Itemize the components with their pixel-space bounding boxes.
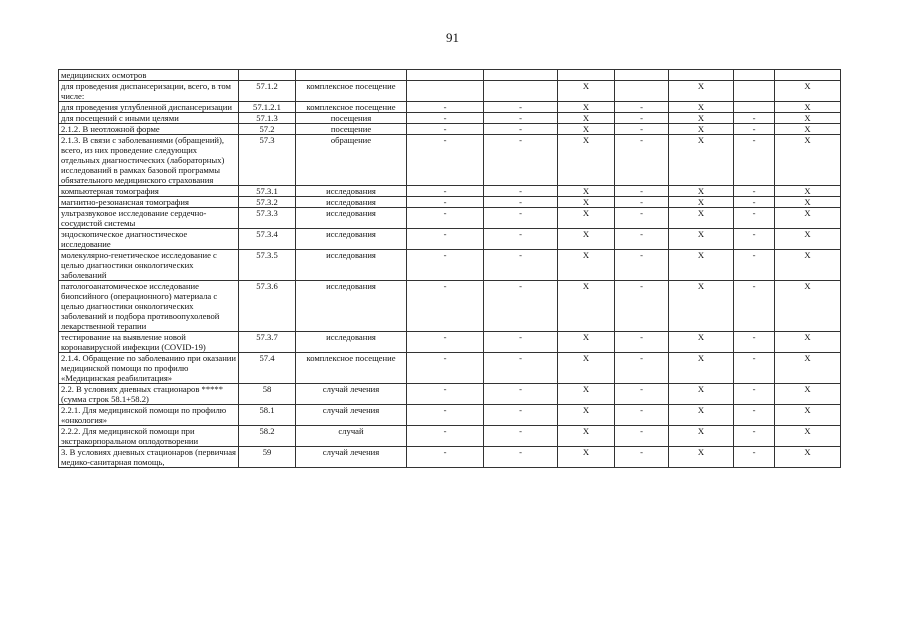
row-value-cell: -	[407, 124, 484, 135]
row-value-cell: X	[775, 81, 841, 102]
page-number: 91	[446, 30, 459, 45]
row-value-cell: X	[558, 405, 615, 426]
table-row	[59, 102, 841, 113]
table-row	[59, 135, 841, 186]
row-value-cell: X	[775, 332, 841, 353]
row-name-cell: медицинских осмотров	[59, 70, 239, 81]
row-code-cell: 57.1.3	[239, 113, 296, 124]
row-value-cell: -	[484, 186, 558, 197]
row-value-cell: -	[615, 332, 669, 353]
row-code-cell: 57.3.2	[239, 197, 296, 208]
row-value-cell: X	[558, 250, 615, 281]
row-value-cell: X	[558, 186, 615, 197]
table-row	[59, 186, 841, 197]
row-code-cell: 57.4	[239, 353, 296, 384]
row-value-cell: X	[558, 135, 615, 186]
table-row	[59, 281, 841, 332]
row-value-cell: -	[734, 447, 775, 468]
row-value-cell: -	[734, 250, 775, 281]
row-value-cell: -	[734, 197, 775, 208]
row-code-cell: 58	[239, 384, 296, 405]
row-value-cell	[484, 81, 558, 102]
row-value-cell: -	[484, 332, 558, 353]
row-value-cell: -	[407, 135, 484, 186]
row-value-cell	[669, 70, 734, 81]
row-value-cell: X	[558, 281, 615, 332]
row-value-cell: X	[775, 447, 841, 468]
row-value-cell: -	[407, 102, 484, 113]
row-value-cell: -	[484, 405, 558, 426]
row-value-cell: -	[407, 405, 484, 426]
row-value-cell: X	[558, 332, 615, 353]
row-value-cell	[734, 102, 775, 113]
row-value-cell: X	[775, 208, 841, 229]
row-code-cell: 58.1	[239, 405, 296, 426]
row-value-cell	[558, 70, 615, 81]
row-value-cell: -	[615, 281, 669, 332]
row-unit-cell: исследования	[296, 208, 407, 229]
row-unit-cell: комплексное посещение	[296, 353, 407, 384]
table-row	[59, 250, 841, 281]
row-value-cell: -	[484, 197, 558, 208]
row-code-cell: 58.2	[239, 426, 296, 447]
row-name-cell: 2.1.3. В связи с заболеваниями (обращений), всего, из них проведение следующих отдельных диагностических (лабораторных) исследований в рамках базовой программы обязательного медицинского страхования	[59, 135, 239, 186]
row-value-cell: X	[669, 197, 734, 208]
row-code-cell: 57.3.6	[239, 281, 296, 332]
row-value-cell: X	[669, 250, 734, 281]
row-name-cell: тестирование на выявление новой коронавирусной инфекции (COVID-19)	[59, 332, 239, 353]
table-row	[59, 70, 841, 81]
row-value-cell: -	[484, 384, 558, 405]
row-unit-cell: посещения	[296, 113, 407, 124]
row-unit-cell: исследования	[296, 197, 407, 208]
row-value-cell: X	[558, 124, 615, 135]
row-value-cell: X	[669, 135, 734, 186]
row-name-cell: 2.1.4. Обращение по заболеванию при оказании медицинской помощи по профилю «Медицинская реабилитация»	[59, 353, 239, 384]
table-row	[59, 81, 841, 102]
row-value-cell: -	[484, 229, 558, 250]
row-value-cell: X	[558, 208, 615, 229]
row-name-cell: патологоанатомическое исследование биопсийного (операционного) материала с целью диагностики онкологических заболеваний и подбора противоопухолевой лекарственной терапии	[59, 281, 239, 332]
row-unit-cell: исследования	[296, 186, 407, 197]
row-value-cell: -	[484, 102, 558, 113]
row-value-cell: X	[669, 447, 734, 468]
row-value-cell: X	[775, 426, 841, 447]
row-value-cell	[615, 81, 669, 102]
row-value-cell: -	[734, 208, 775, 229]
row-name-cell: эндоскопическое диагностическое исследование	[59, 229, 239, 250]
row-value-cell: -	[484, 124, 558, 135]
row-value-cell: -	[615, 186, 669, 197]
row-value-cell: X	[775, 353, 841, 384]
row-name-cell: для проведения диспансеризации, всего, в том числе:	[59, 81, 239, 102]
row-name-cell: 2.1.2. В неотложной форме	[59, 124, 239, 135]
row-value-cell: X	[669, 102, 734, 113]
row-name-cell: ультразвуковое исследование сердечно-сосудистой системы	[59, 208, 239, 229]
row-value-cell: -	[615, 229, 669, 250]
table-row	[59, 447, 841, 468]
row-unit-cell: случай	[296, 426, 407, 447]
row-value-cell: -	[484, 208, 558, 229]
row-name-cell: молекулярно-генетическое исследование с целью диагностики онкологических заболеваний	[59, 250, 239, 281]
row-unit-cell: исследования	[296, 332, 407, 353]
row-name-cell: магнитно-резонансная томография	[59, 197, 239, 208]
row-unit-cell: исследования	[296, 281, 407, 332]
row-value-cell	[734, 81, 775, 102]
row-unit-cell: комплексное посещение	[296, 81, 407, 102]
row-value-cell: X	[669, 124, 734, 135]
row-unit-cell: исследования	[296, 229, 407, 250]
row-value-cell: -	[734, 426, 775, 447]
row-value-cell: X	[558, 81, 615, 102]
row-value-cell: X	[669, 405, 734, 426]
row-value-cell: -	[615, 102, 669, 113]
row-value-cell: -	[407, 281, 484, 332]
data-table	[58, 69, 841, 468]
row-value-cell	[484, 70, 558, 81]
row-value-cell: X	[558, 426, 615, 447]
row-value-cell: -	[734, 135, 775, 186]
row-value-cell: -	[615, 384, 669, 405]
row-name-cell: 3. В условиях дневных стационаров (первичная медико-санитарная помощь,	[59, 447, 239, 468]
row-value-cell: X	[669, 81, 734, 102]
row-value-cell: -	[407, 447, 484, 468]
row-value-cell: -	[484, 250, 558, 281]
row-unit-cell: посещение	[296, 124, 407, 135]
row-value-cell: X	[558, 229, 615, 250]
row-unit-cell: исследования	[296, 250, 407, 281]
row-value-cell: X	[775, 197, 841, 208]
row-value-cell: X	[775, 102, 841, 113]
row-unit-cell: комплексное посещение	[296, 102, 407, 113]
row-value-cell: -	[734, 332, 775, 353]
row-value-cell: X	[558, 113, 615, 124]
row-value-cell: X	[669, 332, 734, 353]
row-value-cell: -	[734, 281, 775, 332]
row-unit-cell: случай лечения	[296, 405, 407, 426]
row-value-cell: -	[407, 208, 484, 229]
table-row	[59, 124, 841, 135]
row-value-cell: -	[407, 113, 484, 124]
row-code-cell: 57.3.5	[239, 250, 296, 281]
row-value-cell: X	[775, 405, 841, 426]
row-value-cell: -	[484, 281, 558, 332]
row-code-cell: 57.3.7	[239, 332, 296, 353]
row-value-cell: X	[669, 113, 734, 124]
table-row	[59, 353, 841, 384]
row-value-cell: X	[669, 281, 734, 332]
table-row	[59, 426, 841, 447]
table-row	[59, 113, 841, 124]
row-code-cell: 57.2	[239, 124, 296, 135]
row-value-cell: -	[484, 447, 558, 468]
row-value-cell: X	[775, 384, 841, 405]
row-value-cell: X	[775, 250, 841, 281]
table-row	[59, 197, 841, 208]
row-unit-cell: случай лечения	[296, 384, 407, 405]
row-value-cell: X	[775, 186, 841, 197]
row-code-cell: 57.3.1	[239, 186, 296, 197]
row-value-cell: X	[669, 208, 734, 229]
row-value-cell: -	[615, 426, 669, 447]
table-row	[59, 405, 841, 426]
row-value-cell: -	[407, 384, 484, 405]
row-value-cell: -	[484, 426, 558, 447]
row-value-cell	[615, 70, 669, 81]
row-value-cell: -	[615, 135, 669, 186]
row-code-cell: 57.1.2.1	[239, 102, 296, 113]
row-code-cell: 57.3	[239, 135, 296, 186]
row-unit-cell: обращение	[296, 135, 407, 186]
table-row	[59, 332, 841, 353]
row-value-cell: -	[734, 405, 775, 426]
row-value-cell	[734, 70, 775, 81]
row-code-cell: 59	[239, 447, 296, 468]
row-name-cell: 2.2. В условиях дневных стационаров ***** (сумма строк 58.1+58.2)	[59, 384, 239, 405]
row-value-cell: -	[734, 186, 775, 197]
row-value-cell: -	[407, 426, 484, 447]
row-value-cell: X	[775, 113, 841, 124]
row-value-cell: -	[407, 353, 484, 384]
row-value-cell: X	[669, 186, 734, 197]
row-value-cell: -	[407, 197, 484, 208]
row-code-cell: 57.3.4	[239, 229, 296, 250]
row-value-cell: X	[558, 197, 615, 208]
row-value-cell: -	[734, 124, 775, 135]
row-value-cell: X	[558, 353, 615, 384]
row-code-cell: 57.3.3	[239, 208, 296, 229]
row-value-cell: -	[407, 250, 484, 281]
row-name-cell: для проведения углубленной диспансеризации	[59, 102, 239, 113]
row-code-cell	[239, 70, 296, 81]
row-code-cell: 57.1.2	[239, 81, 296, 102]
row-value-cell: X	[775, 229, 841, 250]
row-value-cell: -	[615, 405, 669, 426]
table-row	[59, 208, 841, 229]
row-value-cell: -	[615, 447, 669, 468]
row-value-cell: -	[734, 353, 775, 384]
row-value-cell: -	[615, 197, 669, 208]
row-value-cell: X	[775, 135, 841, 186]
row-name-cell: компьютерная томография	[59, 186, 239, 197]
row-value-cell	[407, 81, 484, 102]
row-value-cell: X	[775, 281, 841, 332]
row-unit-cell	[296, 70, 407, 81]
row-value-cell: -	[734, 384, 775, 405]
row-value-cell: -	[615, 353, 669, 384]
row-value-cell	[407, 70, 484, 81]
row-value-cell: -	[615, 124, 669, 135]
row-value-cell: -	[615, 208, 669, 229]
table-row	[59, 384, 841, 405]
row-value-cell: -	[484, 113, 558, 124]
row-value-cell: X	[669, 353, 734, 384]
row-name-cell: 2.2.1. Для медицинской помощи по профилю «онкология»	[59, 405, 239, 426]
row-value-cell: X	[558, 447, 615, 468]
row-value-cell: X	[669, 229, 734, 250]
row-name-cell: для посещений с иными целями	[59, 113, 239, 124]
row-unit-cell: случай лечения	[296, 447, 407, 468]
row-value-cell: -	[734, 113, 775, 124]
table-row	[59, 229, 841, 250]
row-value-cell: X	[669, 384, 734, 405]
row-value-cell: -	[615, 113, 669, 124]
row-value-cell: -	[484, 135, 558, 186]
row-value-cell: -	[407, 332, 484, 353]
row-value-cell: X	[775, 124, 841, 135]
row-value-cell: X	[669, 426, 734, 447]
row-value-cell: -	[734, 229, 775, 250]
row-value-cell: -	[407, 229, 484, 250]
row-value-cell: -	[615, 250, 669, 281]
row-value-cell: X	[558, 384, 615, 405]
row-name-cell: 2.2.2. Для медицинской помощи при экстракорпоральном оплодотворении	[59, 426, 239, 447]
row-value-cell	[775, 70, 841, 81]
row-value-cell: -	[484, 353, 558, 384]
row-value-cell: -	[407, 186, 484, 197]
row-value-cell: X	[558, 102, 615, 113]
